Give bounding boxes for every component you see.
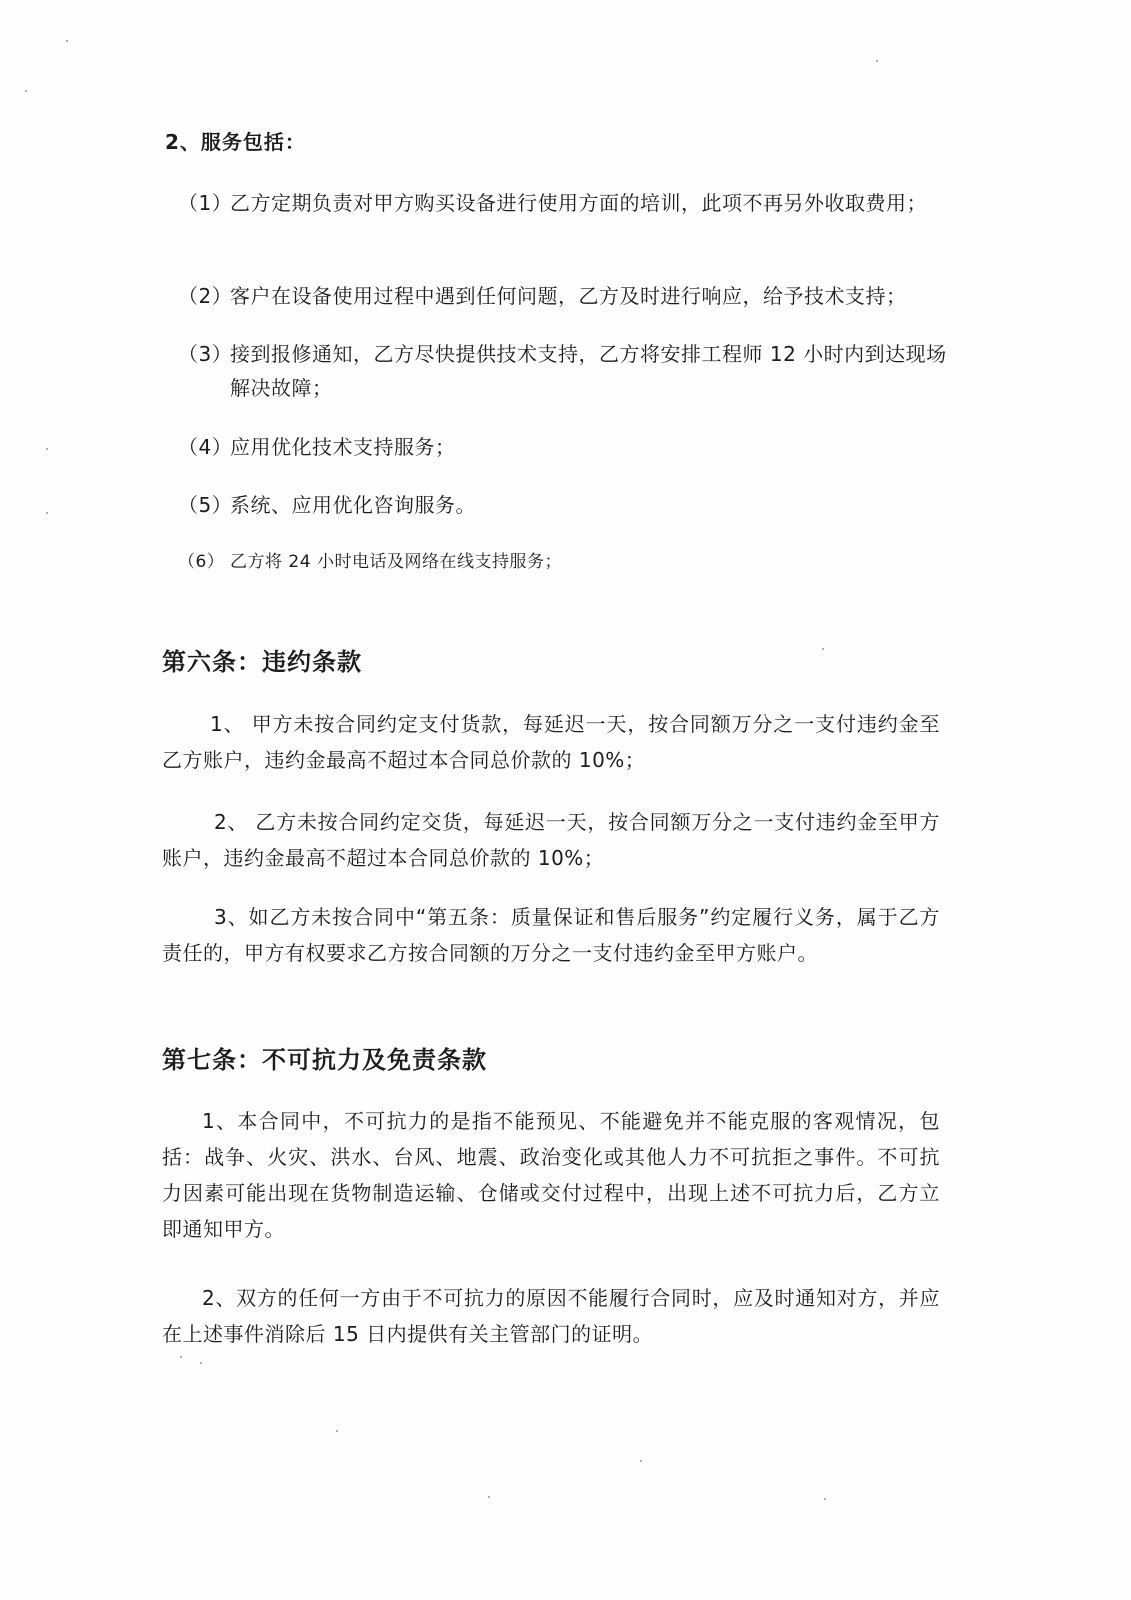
service-item-number: （1）: [178, 191, 233, 215]
service-item-number: （3）: [178, 342, 233, 366]
service-item-text: 应用优化技术支持服务；: [230, 435, 456, 459]
scan-speck: [336, 1430, 338, 1432]
scan-speck: [46, 448, 48, 450]
scan-speck: [46, 512, 48, 514]
scan-speck: [876, 60, 878, 62]
service-item-6: [178, 545, 958, 579]
scan-speck: [822, 648, 824, 650]
scan-speck: [200, 1362, 202, 1364]
article6-paragraph-3: 3、如乙方未按合同中“第五条：质量保证和售后服务”约定履行义务，属于乙方责任的，甲方有权要求乙方按合同额的万分之一支付违约金至甲方账户。: [162, 905, 940, 965]
service-item-text: 系统、应用优化咨询服务。: [230, 493, 476, 517]
article7-paragraph-1: 1、本合同中，不可抗力的是指不能预见、不能避免并不能克服的客观情况，包括：战争、火灾、洪水、台风、地震、政治变化或其他人力不可抗拒之事件。不可抗力因素可能出现在货物制造运输、仓储或交付过程中，出现上述不可抗力后，乙方立即通知甲方。: [162, 1109, 940, 1241]
service-item-3: [178, 337, 958, 405]
article6-paragraph-1: 1、 甲方未按合同约定支付货款，每延迟一天，按合同额万分之一支付违约金至乙方账户，违约金最高不超过本合同总价款的 10%；: [162, 712, 940, 772]
service-item-1: [178, 186, 958, 220]
service-item-text: 乙方将 24 小时电话及网络在线支持服务；: [230, 552, 562, 572]
scan-speck: [824, 1498, 826, 1500]
scan-speck: [180, 1356, 182, 1358]
service-item-5: [178, 488, 958, 522]
scan-speck: [66, 40, 68, 42]
service-item-2: [178, 279, 958, 313]
scan-speck: [25, 90, 27, 92]
article6-title: 第六条：违约条款: [162, 648, 362, 676]
service-item-text: 接到报修通知，乙方尽快提供技术支持，乙方将安排工程师 12 小时内到达现场解决故障；: [230, 342, 947, 400]
service-heading: 2、服务包括：: [165, 130, 306, 154]
service-item-number: （2）: [178, 284, 233, 308]
service-item-4: [178, 430, 958, 464]
article7-title: 第七条：不可抗力及免责条款: [162, 1046, 487, 1074]
service-item-number: （6）: [178, 552, 225, 572]
scan-speck: [488, 1496, 490, 1498]
article7-paragraph-2: 2、双方的任何一方由于不可抗力的原因不能履行合同时，应及时通知对方，并应在上述事件消除后 15 日内提供有关主管部门的证明。: [162, 1286, 940, 1346]
scan-speck: [640, 1460, 642, 1462]
article6-paragraph-2: 2、 乙方未按合同约定交货，每延迟一天，按合同额万分之一支付违约金至甲方账户，违约金最高不超过本合同总价款的 10%；: [162, 810, 940, 870]
service-item-number: （4）: [178, 435, 233, 459]
service-item-text: 客户在设备使用过程中遇到任何问题，乙方及时进行响应，给予技术支持；: [230, 284, 907, 308]
service-item-text: 乙方定期负责对甲方购买设备进行使用方面的培训，此项不再另外收取费用；: [230, 191, 927, 215]
service-item-number: （5）: [178, 493, 233, 517]
